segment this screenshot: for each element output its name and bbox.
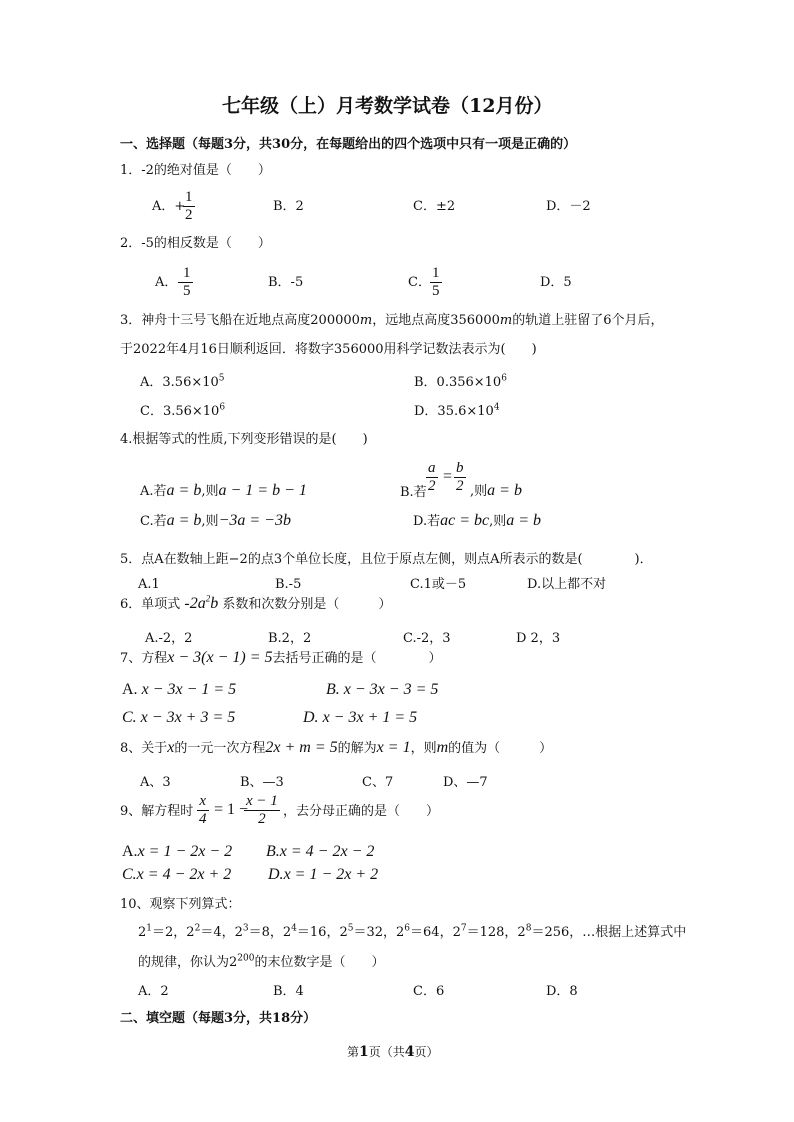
q6-stem-part-2: 系数和次数分别是（ ）	[222, 597, 392, 612]
question-6-stem	[120, 593, 392, 613]
q3-text-part-3: 的轨道上驻留了6个月后，	[512, 313, 664, 328]
q4-c-then: ,则	[201, 514, 219, 529]
q9-d-expr: x = 1 − 2x + 2	[283, 866, 379, 883]
q9-middle-expr: = 1 −	[214, 801, 249, 818]
q2-a-numerator: 1	[183, 265, 191, 281]
q1-option-a-fraction	[183, 189, 195, 224]
q6-monomial	[184, 595, 218, 612]
footer-prefix: 第	[347, 1045, 360, 1059]
q10-option-a: A．2	[138, 984, 169, 999]
q4-c-result: −3a = −3b	[218, 512, 291, 529]
q7-option-c	[122, 710, 235, 726]
q4-b-num-b: b	[456, 460, 464, 476]
question-1-stem: 1．-2的绝对值是（ ）	[120, 163, 271, 178]
q4-b-result	[470, 483, 522, 500]
q4-d-prefix: D.若	[413, 514, 441, 529]
q4-d-result: a = b	[506, 512, 542, 529]
q10-line-3-part-1: 的规律，你认为	[138, 955, 230, 970]
question-8-stem	[120, 740, 552, 757]
q7-c-expr: x − 3x + 3 = 5	[140, 709, 236, 726]
page-title: 七年级（上）月考数学试卷（12月份）	[222, 95, 553, 117]
q10-power-item	[517, 925, 582, 940]
question-3-line-2: 于2022年4月16日顺利返回．将数字356000用科学记数法表示为( )	[120, 342, 537, 357]
q4-option-d	[413, 513, 541, 530]
q10-big-power-exponent: 200	[237, 953, 255, 964]
footer-middle: 页（共	[368, 1045, 405, 1059]
q10-big-power-base: 2	[229, 955, 238, 970]
q10-power-item	[283, 925, 340, 940]
q8-variable-x: x	[167, 739, 175, 756]
q7-b-label: B.	[326, 681, 340, 698]
q7-equation: x − 3(x − 1) = 5	[167, 649, 273, 666]
q5-option-b: B.-5	[275, 577, 302, 592]
q4-d-then: ,则	[489, 514, 507, 529]
q8-equation: 2x + m = 5	[265, 739, 338, 756]
q9-fraction-right	[244, 793, 280, 828]
q2-option-a-label: A．-	[155, 275, 182, 290]
q10-option-b: B．4	[273, 984, 304, 999]
section-2-heading: 二、填空题（每题3分，共18分）	[120, 1011, 317, 1026]
q4-b-num-a: a	[428, 460, 436, 476]
question-5-stem: 5．点A在数轴上距−2的点3个单位长度，且位于原点左侧，则点A所表示的数是( )．	[120, 552, 653, 567]
q7-b-expr: x − 3x − 3 = 5	[343, 681, 439, 698]
q10-power-exponent: 4	[291, 923, 297, 934]
q9-c-expr: x = 4 − 2x + 2	[136, 866, 232, 883]
q10-power-item	[186, 925, 234, 940]
q4-b-den-2: 2	[428, 478, 436, 494]
q6-monomial-coef: -2a	[184, 595, 206, 612]
q10-power-value: ＝64，	[410, 925, 453, 940]
page-footer	[347, 1044, 439, 1060]
q9-option-c	[122, 867, 231, 883]
q10-power-item	[235, 925, 283, 940]
q8-stem-part-3: 的解为	[337, 741, 377, 756]
footer-page-number: 1	[359, 1044, 369, 1060]
q10-power-base: 2	[234, 925, 243, 940]
q10-power-value: ＝2，	[152, 925, 187, 940]
q2-c-denominator: 5	[432, 283, 440, 299]
footer-suffix: 页）	[414, 1045, 439, 1059]
q9-c-label: C.	[122, 866, 137, 883]
question-7-stem	[120, 650, 442, 667]
q2-option-c-fraction	[430, 265, 442, 300]
q4-b-fraction-right	[454, 460, 466, 495]
q10-power-value: ＝32，	[353, 925, 397, 940]
q8-option-b: B、—3	[240, 775, 284, 790]
q6-option-c: C.-2，3	[403, 631, 451, 646]
q10-power-base: 2	[396, 925, 405, 940]
q10-power-exponent: 8	[525, 923, 532, 934]
q3-a-exponent: 5	[218, 373, 225, 384]
q6-monomial-var: b	[210, 595, 219, 612]
q3-a-text: A．3.56×10	[140, 375, 219, 390]
q4-b-then: ,则	[470, 484, 488, 499]
q2-option-c-label: C．	[408, 275, 431, 290]
q8-stem-part-1: 8、关于	[120, 741, 168, 756]
question-3-line-1	[120, 313, 663, 329]
q10-power-exponent: 6	[404, 923, 411, 934]
q3-option-c	[140, 404, 225, 420]
question-2-stem: 2．-5的相反数是（ ）	[120, 236, 271, 251]
question-4-stem: 4.根据等式的性质,下列变形错误的是( )	[120, 432, 368, 447]
q4-a-then: ,则	[201, 484, 219, 499]
q10-power-base: 2	[138, 925, 147, 940]
q4-d-condition: ac = bc	[440, 512, 490, 529]
q7-c-label: C.	[122, 709, 137, 726]
q9-num-x: x	[199, 793, 207, 809]
q9-option-a	[122, 844, 232, 860]
q6-option-b: B.2，2	[268, 631, 312, 646]
q10-option-d: D．8	[546, 984, 578, 999]
q9-b-label: B.	[266, 843, 280, 860]
q1-option-b: B．2	[273, 199, 304, 214]
q3-b-exponent: 6	[501, 373, 507, 384]
q2-option-d: D．5	[540, 275, 572, 290]
footer-total-pages: 4	[404, 1044, 415, 1060]
question-9-stem-part-1: 9、解方程时	[120, 804, 194, 819]
q9-a-label: A.	[122, 843, 138, 860]
question-9-stem-part-2: ，去分母正确的是（ ）	[283, 804, 440, 819]
q2-option-a-fraction	[181, 265, 193, 300]
q8-variable-m: m	[436, 739, 449, 756]
q3-unit-m: m	[499, 313, 513, 328]
q3-d-text: D．35.6×10	[414, 404, 494, 419]
q7-d-label: D.	[303, 709, 319, 726]
q9-num-x-minus-1: x − 1	[246, 793, 278, 809]
q2-option-b: B．-5	[268, 275, 304, 290]
q3-c-exponent: 6	[219, 402, 226, 413]
q4-option-b-prefix: B.若	[400, 485, 427, 500]
q8-stem-part-5: 的值为（ ）	[448, 741, 553, 756]
q10-power-value: ＝8，	[248, 925, 283, 940]
q10-power-item	[339, 925, 396, 940]
q9-den-4: 4	[199, 811, 207, 827]
q10-power-exponent: 1	[146, 923, 153, 934]
q10-power-item	[453, 925, 518, 940]
q7-d-expr: x − 3x + 1 = 5	[322, 709, 418, 726]
q3-option-d	[414, 404, 500, 420]
q10-power-value: ＝128，	[466, 925, 518, 940]
q7-stem-part-2: 去括号正确的是（ ）	[272, 651, 442, 666]
q8-option-a: A、3	[140, 775, 171, 790]
q4-a-result: a − 1 = b − 1	[218, 482, 307, 499]
q10-power-exponent: 3	[242, 923, 249, 934]
q10-powers-list	[138, 925, 582, 940]
q4-option-a	[140, 483, 307, 500]
q8-stem-part-2: 的一元一次方程	[174, 741, 266, 756]
q10-power-exponent: 7	[460, 923, 467, 934]
q6-monomial-exponent: 2	[205, 593, 211, 604]
q7-a-label: A.	[122, 681, 138, 698]
q10-power-base: 2	[517, 925, 526, 940]
q10-power-exponent: 2	[194, 923, 201, 934]
q8-option-d: D、—7	[443, 775, 488, 790]
q5-option-c: C.1或－5	[410, 577, 467, 592]
q1-option-c: C．±2	[413, 199, 456, 214]
q10-power-value: ＝256，	[531, 925, 583, 940]
q2-c-numerator: 1	[432, 265, 440, 281]
q10-line-tail: …根据上述算式中	[582, 925, 687, 940]
q9-den-2: 2	[258, 811, 266, 827]
q10-power-base: 2	[452, 925, 461, 940]
q10-power-value: ＝4，	[200, 925, 235, 940]
q10-power-item	[138, 925, 186, 940]
q10-power-item	[396, 925, 453, 940]
q10-power-value: ＝16，	[296, 925, 340, 940]
q1-option-d: D．－2	[546, 199, 591, 214]
q4-b-equals: =	[443, 468, 453, 485]
q1-option-a-label: A．+	[152, 199, 186, 214]
q2-a-denominator: 5	[183, 283, 191, 299]
q9-d-label: D.	[268, 866, 284, 883]
q1-a-numerator: 1	[185, 189, 193, 205]
q4-c-prefix: C.若	[140, 514, 167, 529]
q9-b-expr: x = 4 − 2x − 2	[279, 843, 375, 860]
q3-option-a	[140, 375, 225, 391]
q6-option-d: D 2，3	[516, 631, 561, 646]
q4-b-fraction-left	[426, 460, 438, 495]
q6-stem-part-1: 6．单项式	[120, 597, 181, 612]
q9-option-b	[266, 844, 374, 860]
q8-option-c: C、7	[362, 775, 394, 790]
q5-option-a: A.1	[138, 577, 160, 592]
q4-a-condition: a = b	[166, 482, 202, 499]
q3-d-exponent: 4	[493, 402, 500, 413]
q10-power-base: 2	[339, 925, 348, 940]
q10-power-base: 2	[282, 925, 292, 940]
q1-a-denominator: 2	[185, 207, 193, 223]
q5-option-d: D.以上都不对	[527, 577, 607, 592]
q3-text-part-1: 3．神舟十三号飞船在近地点高度200000	[120, 313, 360, 328]
question-10-stem: 10、观察下列算式：	[120, 897, 241, 912]
section-1-heading: 一、选择题（每题3分，共30分，在每题给出的四个选项中只有一项是正确的）	[120, 137, 577, 152]
q3-c-text: C．3.56×10	[140, 404, 220, 419]
q10-line-3	[138, 955, 385, 971]
q4-b-result-expr: a = b	[487, 482, 522, 499]
q10-power-exponent: 5	[347, 923, 354, 934]
q4-c-condition: a = b	[166, 512, 202, 529]
q7-option-a	[122, 682, 236, 698]
q8-stem-part-4: ，则	[410, 741, 437, 756]
q9-option-d	[268, 867, 378, 883]
q4-b-den-2: 2	[456, 478, 464, 494]
q3-text-part-2: ，远地点高度356000	[372, 313, 500, 328]
q9-fraction-left	[197, 793, 209, 828]
q3-option-b	[414, 375, 507, 391]
q10-power-base: 2	[186, 925, 195, 940]
q4-a-prefix: A.若	[140, 484, 167, 499]
q7-option-d	[303, 710, 417, 726]
q9-a-expr: x = 1 − 2x − 2	[137, 843, 233, 860]
q6-option-a: A.-2，2	[145, 631, 193, 646]
q4-option-c	[140, 513, 291, 530]
q7-a-expr: x − 3x − 1 = 5	[141, 681, 237, 698]
q3-unit-m: m	[359, 313, 373, 328]
q3-b-text: B．0.356×10	[414, 375, 502, 390]
q10-option-c: C．6	[413, 984, 445, 999]
q10-line-3-part-2: 的末位数字是（ ）	[254, 955, 385, 970]
q7-stem-part-1: 7、方程	[120, 651, 168, 666]
q7-option-b	[326, 682, 438, 698]
q10-powers-line	[138, 925, 686, 941]
q8-solution: x = 1	[376, 739, 411, 756]
